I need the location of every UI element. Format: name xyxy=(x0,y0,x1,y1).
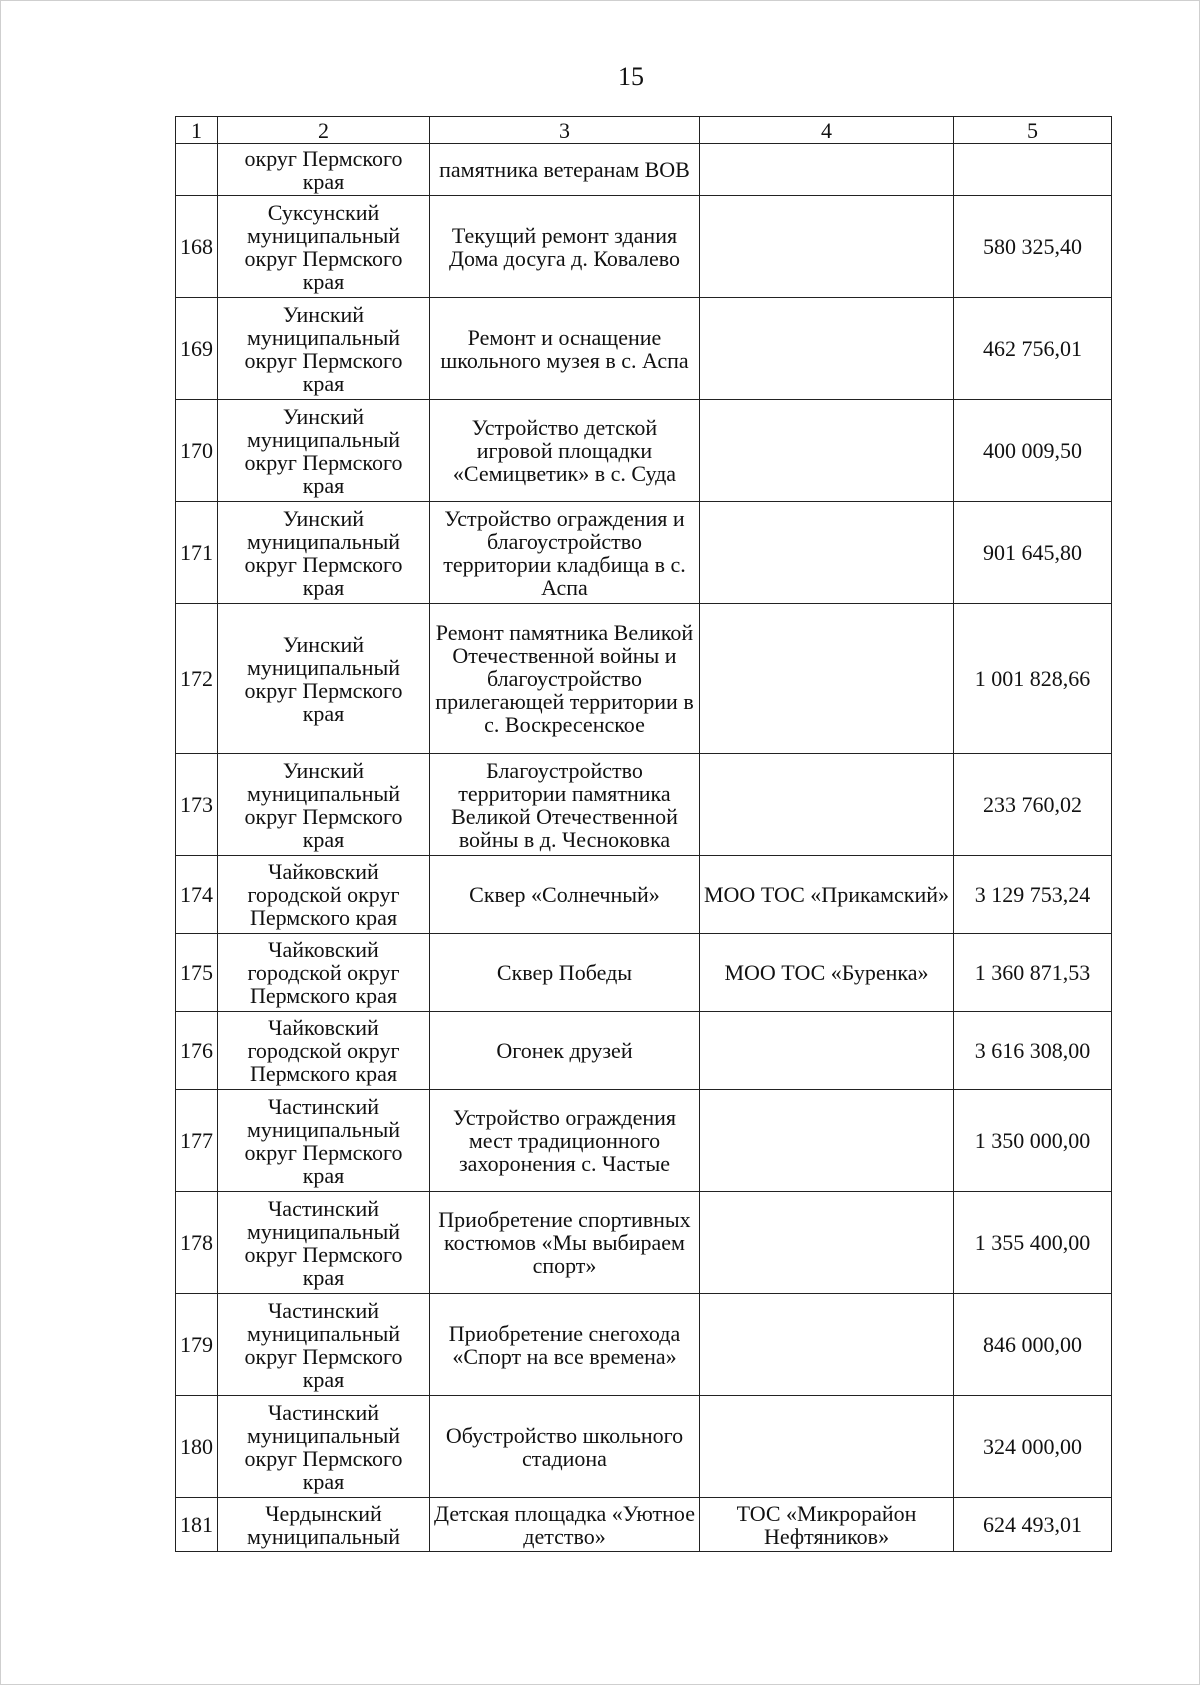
municipality-cell: Чайковский городской округ Пермского края xyxy=(218,1012,430,1090)
header-row xyxy=(176,117,1112,144)
table-row xyxy=(176,502,1112,604)
column-header-4: 4 xyxy=(700,117,954,144)
table-row xyxy=(176,1192,1112,1294)
table-row xyxy=(176,144,1112,196)
project-cell: Устройство ограждения мест традиционного захоронения с. Частые xyxy=(430,1090,700,1192)
page-number: 15 xyxy=(618,62,644,91)
amount-cell: 846 000,00 xyxy=(954,1294,1112,1396)
project-cell: Текущий ремонт здания Дома досуга д. Ковалево xyxy=(430,196,700,298)
project-cell: Детская площадка «Уютное детство» xyxy=(430,1498,700,1552)
row-number xyxy=(176,144,218,196)
amount-cell: 1 350 000,00 xyxy=(954,1090,1112,1192)
table-row xyxy=(176,1294,1112,1396)
column-header-2: 2 xyxy=(218,117,430,144)
project-cell: Обустройство школьного стадиона xyxy=(430,1396,700,1498)
row-number: 181 xyxy=(176,1498,218,1552)
project-cell: Устройство детской игровой площадки «Семицветик» в с. Суда xyxy=(430,400,700,502)
row-number: 178 xyxy=(176,1192,218,1294)
amount-cell: 1 355 400,00 xyxy=(954,1192,1112,1294)
row-number: 168 xyxy=(176,196,218,298)
table-row xyxy=(176,856,1112,934)
row-number: 176 xyxy=(176,1012,218,1090)
municipality-cell: Чердынский муниципальный xyxy=(218,1498,430,1552)
organization-cell: ТОС «Микрорайон Нефтяников» xyxy=(700,1498,954,1552)
municipality-cell: Уинский муниципальный округ Пермского края xyxy=(218,754,430,856)
municipality-cell: Уинский муниципальный округ Пермского края xyxy=(218,298,430,400)
table-row xyxy=(176,1498,1112,1552)
organization-cell xyxy=(700,754,954,856)
table-row xyxy=(176,1090,1112,1192)
table-body xyxy=(176,144,1112,1552)
municipality-cell: Частинский муниципальный округ Пермского края xyxy=(218,1294,430,1396)
table-row xyxy=(176,1012,1112,1090)
row-number: 173 xyxy=(176,754,218,856)
organization-cell xyxy=(700,144,954,196)
row-number: 180 xyxy=(176,1396,218,1498)
amount-cell xyxy=(954,144,1112,196)
table-row xyxy=(176,754,1112,856)
project-cell: Сквер «Солнечный» xyxy=(430,856,700,934)
amount-cell: 1 001 828,66 xyxy=(954,604,1112,754)
amount-cell: 3 129 753,24 xyxy=(954,856,1112,934)
row-number: 175 xyxy=(176,934,218,1012)
row-number: 170 xyxy=(176,400,218,502)
municipality-cell: Частинский муниципальный округ Пермского края xyxy=(218,1090,430,1192)
amount-cell: 324 000,00 xyxy=(954,1396,1112,1498)
municipality-cell: Частинский муниципальный округ Пермского края xyxy=(218,1192,430,1294)
row-number: 177 xyxy=(176,1090,218,1192)
organization-cell xyxy=(700,1090,954,1192)
project-cell: памятника ветеранам ВОВ xyxy=(430,144,700,196)
table-row xyxy=(176,298,1112,400)
organization-cell xyxy=(700,400,954,502)
table-row xyxy=(176,934,1112,1012)
table-row xyxy=(176,400,1112,502)
amount-cell: 3 616 308,00 xyxy=(954,1012,1112,1090)
project-cell: Ремонт памятника Великой Отечественной войны и благоустройство прилегающей территории в с. Воскресенское xyxy=(430,604,700,754)
municipality-cell: Уинский муниципальный округ Пермского края xyxy=(218,604,430,754)
organization-cell xyxy=(700,1192,954,1294)
amount-cell: 624 493,01 xyxy=(954,1498,1112,1552)
row-number: 172 xyxy=(176,604,218,754)
project-cell: Благоустройство территории памятника Великой Отечественной войны в д. Чесноковка xyxy=(430,754,700,856)
project-cell: Приобретение спортивных костюмов «Мы выбираем спорт» xyxy=(430,1192,700,1294)
row-number: 171 xyxy=(176,502,218,604)
project-cell: Огонек друзей xyxy=(430,1012,700,1090)
amount-cell: 462 756,01 xyxy=(954,298,1112,400)
amount-cell: 580 325,40 xyxy=(954,196,1112,298)
table-row xyxy=(176,604,1112,754)
municipality-cell: Уинский муниципальный округ Пермского края xyxy=(218,400,430,502)
row-number: 174 xyxy=(176,856,218,934)
project-cell: Ремонт и оснащение школьного музея в с. Аспа xyxy=(430,298,700,400)
organization-cell xyxy=(700,604,954,754)
amount-cell: 233 760,02 xyxy=(954,754,1112,856)
row-number: 179 xyxy=(176,1294,218,1396)
municipality-cell: округ Пермского края xyxy=(218,144,430,196)
row-number: 169 xyxy=(176,298,218,400)
municipality-cell: Чайковский городской округ Пермского края xyxy=(218,934,430,1012)
amount-cell: 400 009,50 xyxy=(954,400,1112,502)
table-row xyxy=(176,196,1112,298)
organization-cell xyxy=(700,1396,954,1498)
organization-cell xyxy=(700,1012,954,1090)
project-cell: Сквер Победы xyxy=(430,934,700,1012)
organization-cell xyxy=(700,502,954,604)
organization-cell xyxy=(700,196,954,298)
project-cell: Устройство ограждения и благоустройство территории кладбища в с. Аспа xyxy=(430,502,700,604)
column-header-1: 1 xyxy=(176,117,218,144)
grants-table xyxy=(175,116,1112,1552)
column-header-3: 3 xyxy=(430,117,700,144)
organization-cell: МОО ТОС «Прикамский» xyxy=(700,856,954,934)
organization-cell xyxy=(700,298,954,400)
amount-cell: 1 360 871,53 xyxy=(954,934,1112,1012)
municipality-cell: Уинский муниципальный округ Пермского края xyxy=(218,502,430,604)
table-row xyxy=(176,1396,1112,1498)
amount-cell: 901 645,80 xyxy=(954,502,1112,604)
organization-cell xyxy=(700,1294,954,1396)
organization-cell: МОО ТОС «Буренка» xyxy=(700,934,954,1012)
municipality-cell: Суксунский муниципальный округ Пермского края xyxy=(218,196,430,298)
municipality-cell: Частинский муниципальный округ Пермского края xyxy=(218,1396,430,1498)
project-cell: Приобретение снегохода «Спорт на все времена» xyxy=(430,1294,700,1396)
municipality-cell: Чайковский городской округ Пермского края xyxy=(218,856,430,934)
column-header-5: 5 xyxy=(954,117,1112,144)
